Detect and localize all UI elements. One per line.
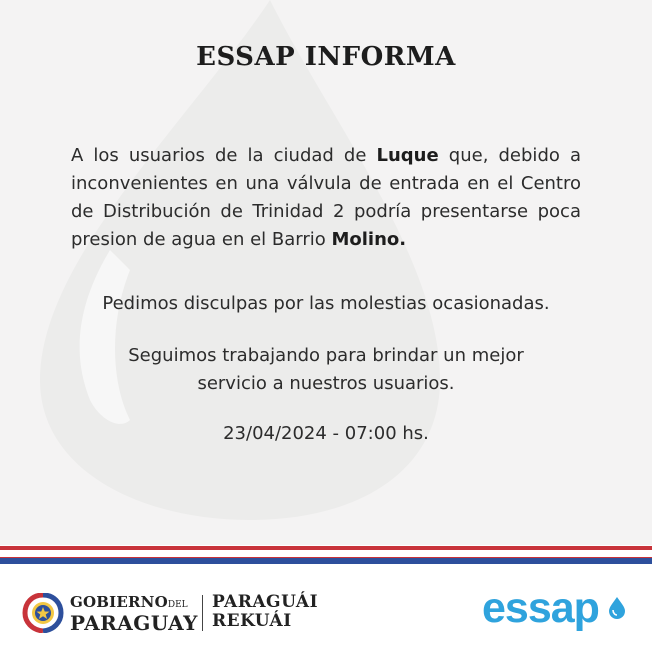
government-word: GOBIERNO	[70, 593, 168, 611]
working-message	[40, 342, 612, 398]
essap-wordmark: essap	[482, 584, 599, 632]
apology-text: Pedimos disculpas por las molestias ocasionadas.	[102, 293, 550, 314]
para-text-1: A los usuarios de la ciudad de	[71, 145, 377, 166]
water-drop-icon	[607, 596, 627, 620]
flag-stripe-white	[0, 550, 652, 557]
government-logo	[22, 591, 322, 633]
motto-line-1: PARAGUÁI	[212, 592, 319, 612]
notice-main-paragraph	[71, 142, 581, 254]
national-seal-icon	[22, 593, 64, 633]
para-text-2: que, debido a inconvenientes en una válvula de entrada en el Centro de Distribución de Trinidad 2 podría presentarse poca presion de agua en el Barrio	[71, 145, 581, 250]
city-name: Luque	[376, 145, 439, 166]
working-message-line-1: Seguimos trabajando para brindar un mejor	[128, 345, 524, 366]
government-name-line-2: PARAGUAY	[70, 611, 198, 635]
notice-title: ESSAP INFORMA	[196, 42, 456, 72]
del-word: DEL	[167, 600, 188, 610]
barrio-name: Molino.	[331, 229, 407, 250]
flag-stripe-blue	[0, 558, 652, 564]
notice-date: 23/04/2024 - 07:00 hs.	[223, 423, 429, 444]
logo-divider	[202, 595, 203, 631]
government-name	[70, 593, 198, 635]
government-motto	[212, 593, 318, 631]
motto-line-2: REKUÁI	[212, 611, 292, 631]
working-message-line-2: servicio a nuestros usuarios.	[197, 373, 455, 394]
essap-logo	[482, 584, 632, 634]
